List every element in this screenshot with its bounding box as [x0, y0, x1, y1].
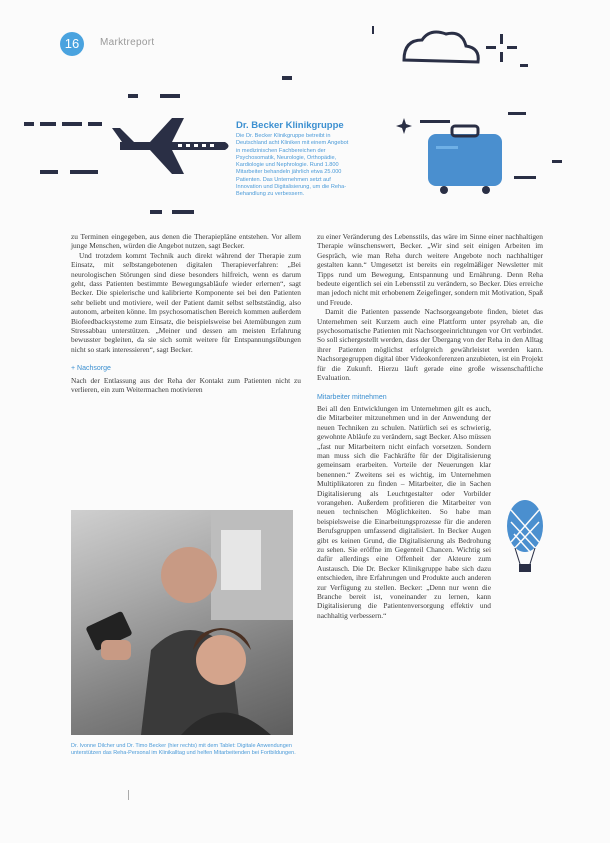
right-paragraph-1: zu einer Veränderung des Lebensstils, das wäre im Sinne einer nachhaltigen Therapie wünschenswert, Becker. „Wir sind seit einigen Arbeiten im Gespräch, wie man Reha durch weitere Angebote noch nachhaltiger gestalten kann.“ Umgesetzt ist bereits ein regelmäßiger Newsletter mit Tipps rund um Bewegung, Entspannung und Ernährung. Denn Reha bedeute eigentlich sei ein Lebensstil zu verändern, so Becker. Dies erreiche man jedoch nicht mit erhobenem Zeigefinger, sondern mit Motivation, Spaß und Freude.: [317, 232, 543, 307]
left-paragraph-1: zu Terminen eingegeben, aus denen die Therapiepläne entstehen. Vor allem junge Menschen, würden die Angebot nutzen, sagt Becker.: [71, 232, 301, 251]
right-subheading: Mitarbeiter mitnehmen: [317, 393, 387, 401]
sparkle-icon: [396, 118, 412, 134]
page-mark: [128, 790, 129, 800]
right-paragraph-3: Bei all den Entwicklungen im Unternehmen gilt es auch, die Mitarbeiter mitzunehmen und in der Anwendung der neuen Techniken zu schulen. Natürlich sei es schwierig, gewohnte Abläufe zu verändern, sagt Becker. Also müssen „fast nur Mitarbeitern nicht einfach vorsetzen. Sondern man muss sich die Fachkräfte für der Digitalisierung gemeinsam erarbeiten. Vorteile der Neuerungen klar benennen.“ Zweitens sei es wichtig, im Unternehmen Multiplikatoren zu finden – Mitarbeiter, die in Sachen Digitalisierung als Leuchtgestalter oder Vorbilder vorangehen. Außerdem profitieren die Mitarbeiter von neuen technischen Möglichkeiten. So habe man beispielsweise die Einarbeitungsprozesse für die anderen Berufsgruppen umfassend digitalisiert. In Becker Augen gibt es keinen Grund, die Digitalisierung als Bedrohung zu sehen. Sie eröffne im Gegenteil Chancen. Wichtig sei dafür allerdings eine Offenheit der Akteure zum Austausch. Die Dr. Becker Klinikgruppe habe sich dazu entschieden, ihre Erfahrungen und Produkte auch anderen zur Verfügung zu stellen. Becker: „Denn nur wenn die Branche bereit ist, voneinander zu lernen, kann Digitalisierung die Patientenversorgung effektiv und nachhaltig verbessern.“: [317, 403, 491, 620]
left-subheading: + Nachsorge: [71, 365, 111, 373]
plus-icon: [486, 34, 517, 62]
left-paragraph-2: Und trotzdem kommt Technik auch direkt während der Therapie zum Einsatz, mit selbstangebotenen digitalen Therapieverfahren: „Bei neurologischen Störungen sind diese besonders hilfreich, wenn es darum geht, dass Patienten bestimmte Bewegungsabläufe wieder erlernen“, sagt Becker. Die spielerische und kalibrierte Komponente sei bei den Patienten sehr beliebt und motiviere, weil der Patient damit selbst selbstständig, also autonom, arbeiten könne. Im psychosomatischen Bereich kommen außerdem Biofeedbacksysteme zum Einsatz, die beispielsweise bei Atemübungen zum Stressabbau unterstützen. „Meiner und dessen am meisten Erfahrung bewusster begleiten, da sie sich somit weitere für Entspannungsübungen nicht so stark interessieren“, sagt Becker.: [71, 250, 301, 354]
suitcase-icon: [428, 126, 502, 194]
section-title: Marktreport: [100, 37, 155, 48]
hot-air-balloon-icon: [500, 498, 550, 588]
infobox-title: Dr. Becker Klinikgruppe: [236, 120, 344, 131]
page-number: 16: [60, 32, 84, 56]
photo-caption: Dr. Ivonne Dilcher und Dr. Timo Becker (hier rechts) mit dem Tablet: Digitale Anwendungen unterstützen das Reha-Personal im Klinikalltag und helfen Mitarbeitenden bei Fortbildungen.: [71, 743, 296, 756]
right-paragraph-2: Damit die Patienten passende Nachsorgeangebote finden, bietet das Unternehmen seit Kurzem auch eine Plattform unter psyrehab an, die psychosomatische Patienten mit Nachsorgeeinrichtungen vor Ort verbindet. So soll sichergestellt werden, dass der Übergang von der Reha in den Alltag ihrer Patienten möglichst erfolgreich gewährleistet werden kann. Nachsorgegruppen digital über Videokonferenzen anzubieten, ist ein Projekt für die Zukunft. Hierzu läuft gerade eine große wissenschaftliche Evaluation.: [317, 307, 543, 383]
infobox-body: Die Dr. Becker Klinikgruppe betreibt in Deutschland acht Kliniken mit einem Angebot in medizinischen Fachbereichen der Psychosomatik, Neurologie, Orthopädie, Kardiologie und Nephrologie. Rund 1.800 Mitarbeiter behandeln jährlich etwa 25.000 Patienten. Das Unternehmen setzt auf Innovation und Digitalisierung, um die Reha-Behandlung zu verbessern.: [236, 133, 349, 198]
airplane-icon: [112, 118, 229, 174]
left-paragraph-3: Nach der Entlassung aus der Reha der Kontakt zum Patienten nicht zu verlieren, ein zum Weitermachen motivieren: [71, 375, 301, 395]
article-photo: [71, 510, 293, 735]
left-column: [71, 232, 301, 395]
cloud-icon: [404, 32, 478, 62]
